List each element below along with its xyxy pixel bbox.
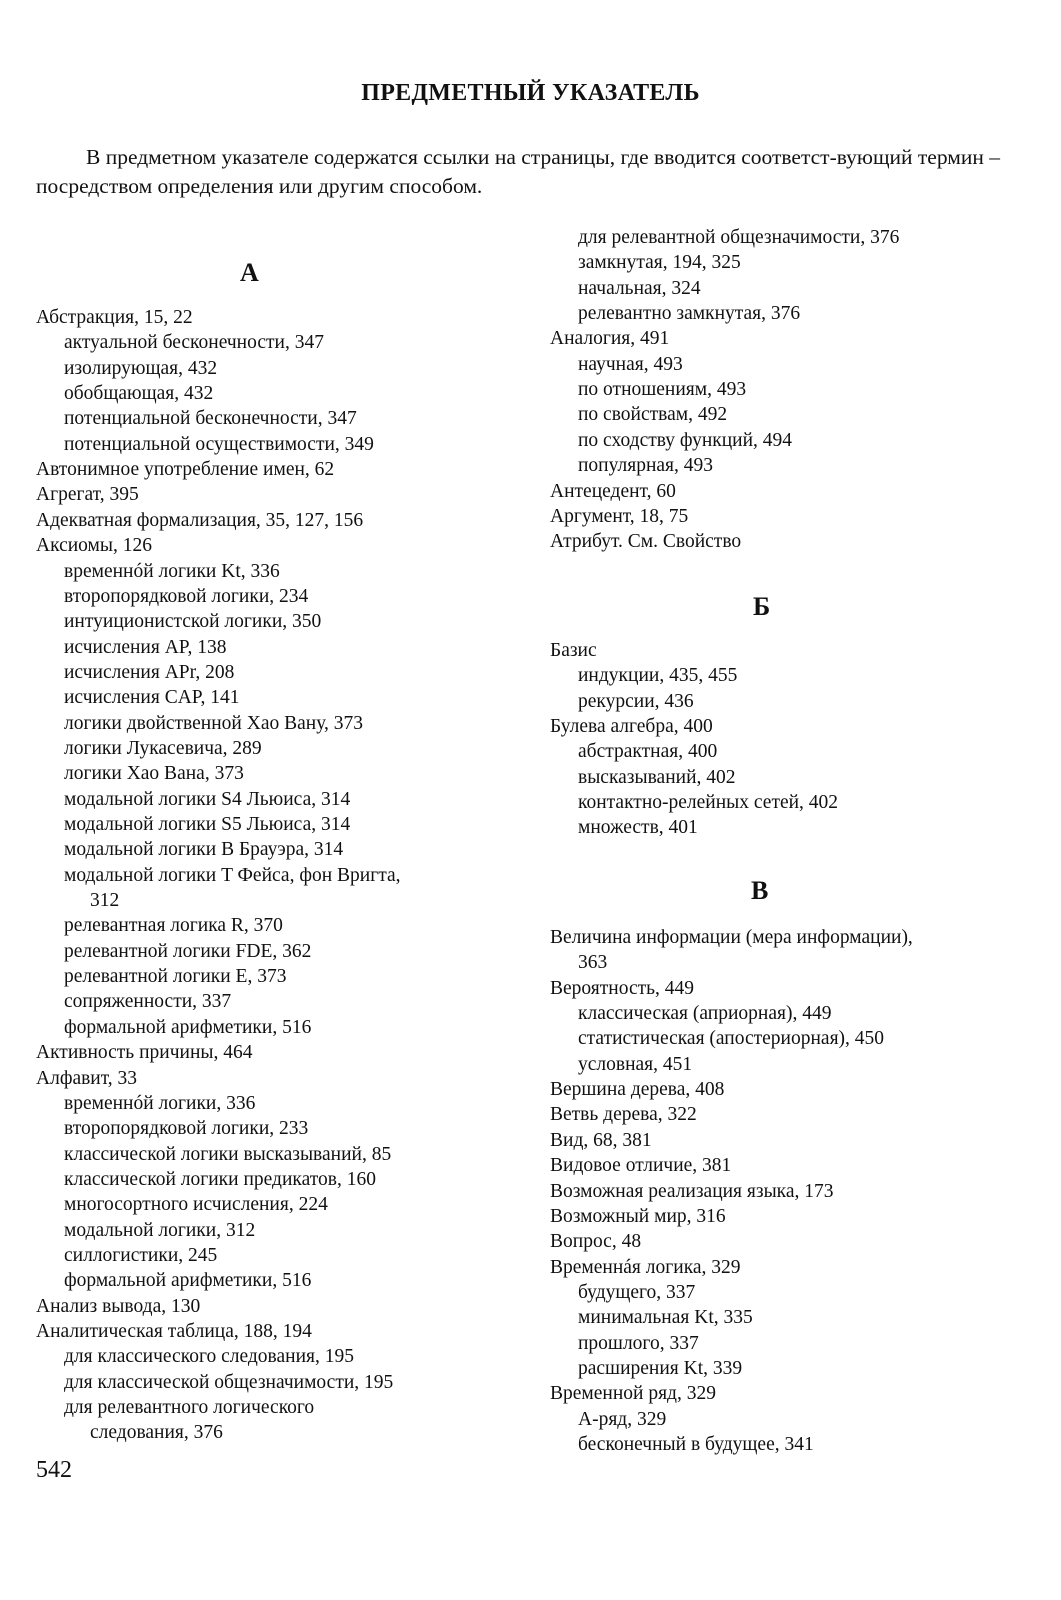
index-subentry: индукции, 435, 455 bbox=[578, 665, 738, 687]
index-entry: Вид, 68, 381 bbox=[550, 1129, 652, 1151]
index-entry: Аналитическая таблица, 188, 194 bbox=[36, 1321, 312, 1342]
index-subentry: множеств, 401 bbox=[578, 817, 698, 839]
index-subentry: второпорядковой логики, 233 bbox=[64, 1118, 309, 1140]
index-subentry: логики двойственной Хао Вану, 373 bbox=[64, 712, 363, 734]
index-subentry: второпорядковой логики, 234 bbox=[64, 585, 309, 607]
section-letter: Б bbox=[753, 592, 771, 621]
page-number: 542 bbox=[36, 1457, 72, 1483]
index-subentry: для классической общезначимости, 195 bbox=[64, 1371, 394, 1393]
index-subentry: формальной арифметики, 516 bbox=[64, 1270, 312, 1292]
index-entry: Анализ вывода, 130 bbox=[36, 1295, 201, 1317]
index-entry: Вероятность, 449 bbox=[550, 977, 695, 999]
index-subentry: для релевантного логического bbox=[64, 1397, 315, 1419]
index-entry: Вопрос, 48 bbox=[550, 1231, 642, 1253]
index-subentry: многосортного исчисления, 224 bbox=[64, 1194, 328, 1216]
index-subentry: начальная, 324 bbox=[578, 277, 701, 299]
section-letter: А bbox=[240, 258, 259, 287]
index-subentry: для классического следования, 195 bbox=[64, 1346, 354, 1368]
index-subentry: изолирующая, 432 bbox=[64, 357, 218, 379]
index-subentry: по отношениям, 493 bbox=[578, 379, 747, 401]
index-subentry: бесконечный в будущее, 341 bbox=[578, 1434, 814, 1455]
index-entry: Абстракция, 15, 22 bbox=[36, 307, 193, 328]
intro-paragraph: В предметном указателе содержатся ссылки на страницы, где вводится соответст-вующий термин – посредством определения или другим способом. bbox=[36, 145, 1001, 198]
index-subentry: релевантная логика R, 370 bbox=[64, 915, 283, 937]
index-entry: Булева алгебра, 400 bbox=[550, 716, 713, 738]
index-entry: Временной ряд, 329 bbox=[550, 1383, 716, 1405]
index-subentry: абстрактная, 400 bbox=[578, 741, 718, 763]
index-subentry: формальной арифметики, 516 bbox=[64, 1016, 312, 1038]
index-subentry: модальной логики S4 Льюиса, 314 bbox=[64, 788, 351, 810]
index-subentry: классической логики предикатов, 160 bbox=[64, 1168, 376, 1190]
index-subentry: релевантно замкнутая, 376 bbox=[578, 303, 801, 325]
index-entry: Активность причины, 464 bbox=[36, 1042, 253, 1064]
page-title: ПРЕДМЕТНЫЙ УКАЗАТЕЛЬ bbox=[361, 80, 700, 106]
index-subentry: актуальной бесконечности, 347 bbox=[64, 332, 324, 354]
index-subentry: расширения Kt, 339 bbox=[578, 1357, 743, 1379]
index-subentry: следования, 376 bbox=[90, 1422, 223, 1444]
index-subentry: для релевантной общезначимости, 376 bbox=[578, 227, 900, 248]
index-entry: Возможная реализация языка, 173 bbox=[550, 1180, 834, 1202]
index-entry: Агрегат, 395 bbox=[36, 484, 139, 506]
index-entry: Аналогия, 491 bbox=[550, 328, 670, 350]
index-subentry: 312 bbox=[90, 890, 120, 912]
index-subentry: условная, 451 bbox=[578, 1053, 693, 1075]
index-subentry: логики Лукасевича, 289 bbox=[64, 737, 262, 759]
index-subentry: научная, 493 bbox=[578, 353, 683, 375]
index-subentry: логики Хао Вана, 373 bbox=[64, 763, 244, 785]
index-subentry: 363 bbox=[578, 952, 608, 974]
index-entry: Ветвь дерева, 322 bbox=[550, 1104, 697, 1126]
index-subentry: силлогистики, 245 bbox=[64, 1244, 218, 1266]
index-entry: Аргумент, 18, 75 bbox=[550, 505, 689, 527]
section-letter: В bbox=[751, 876, 769, 905]
index-subentry: интуиционистской логики, 350 bbox=[64, 611, 322, 633]
index-subentry: по свойствам, 492 bbox=[578, 404, 728, 426]
index-subentry: прошлого, 337 bbox=[578, 1332, 699, 1354]
index-subentry: сопряженности, 337 bbox=[64, 991, 232, 1013]
index-subentry: классическая (априорная), 449 bbox=[578, 1003, 832, 1025]
index-subentry: минимальная Kt, 335 bbox=[578, 1307, 753, 1329]
index-subentry: замкнутая, 194, 325 bbox=[578, 252, 741, 274]
index-subentry: релевантной логики FDE, 362 bbox=[64, 940, 312, 962]
index-subentry: модальной логики B Брауэра, 314 bbox=[64, 839, 344, 861]
index-entry: Адекватная формализация, 35, 127, 156 bbox=[36, 509, 364, 531]
index-subentry: потенциальной бесконечности, 347 bbox=[64, 408, 357, 430]
index-subentry: модальной логики S5 Льюиса, 314 bbox=[64, 814, 351, 835]
index-subentry: исчисления APr, 208 bbox=[64, 661, 235, 683]
index-subentry: модальной логики T Фейса, фон Вригта, bbox=[64, 864, 401, 886]
index-entry: Временнáя логика, 329 bbox=[550, 1256, 741, 1278]
index-subentry: классической логики высказываний, 85 bbox=[64, 1143, 392, 1165]
index-entry: Алфавит, 33 bbox=[36, 1067, 138, 1089]
index-subentry: исчисления AP, 138 bbox=[64, 636, 227, 658]
index-entry: Аксиомы, 126 bbox=[36, 535, 152, 557]
index-subentry: рекурсии, 436 bbox=[578, 690, 694, 712]
index-subentry: временнóй логики Kt, 336 bbox=[64, 560, 280, 582]
index-subentry: A-ряд, 329 bbox=[578, 1408, 667, 1430]
index-subentry: потенциальной осуществимости, 349 bbox=[64, 433, 374, 455]
index-subentry: высказываний, 402 bbox=[578, 766, 736, 788]
index-subentry: модальной логики, 312 bbox=[64, 1219, 256, 1241]
index-entry: Величина информации (мера информации), bbox=[550, 927, 913, 948]
index-subentry: обобщающая, 432 bbox=[64, 383, 214, 405]
index-subentry: статистическая (апостериорная), 450 bbox=[578, 1028, 885, 1050]
index-entry: Антецедент, 60 bbox=[550, 480, 676, 502]
index-subentry: популярная, 493 bbox=[578, 455, 714, 477]
index-subentry: будущего, 337 bbox=[578, 1281, 696, 1303]
index-subentry: исчисления CAP, 141 bbox=[64, 687, 240, 709]
index-entry: Автонимное употребление имен, 62 bbox=[36, 459, 335, 481]
index-subentry: временнóй логики, 336 bbox=[64, 1092, 256, 1114]
index-entry: Атрибут. См. Свойство bbox=[550, 531, 742, 553]
index-subentry: по сходству функций, 494 bbox=[578, 429, 793, 451]
index-entry: Видовое отличие, 381 bbox=[550, 1155, 732, 1177]
index-subentry: релевантной логики E, 373 bbox=[64, 966, 287, 988]
index-subentry: контактно-релейных сетей, 402 bbox=[578, 792, 839, 814]
index-entry: Вершина дерева, 408 bbox=[550, 1079, 725, 1101]
index-entry: Возможный мир, 316 bbox=[550, 1205, 726, 1227]
index-entry: Базис bbox=[550, 640, 597, 661]
